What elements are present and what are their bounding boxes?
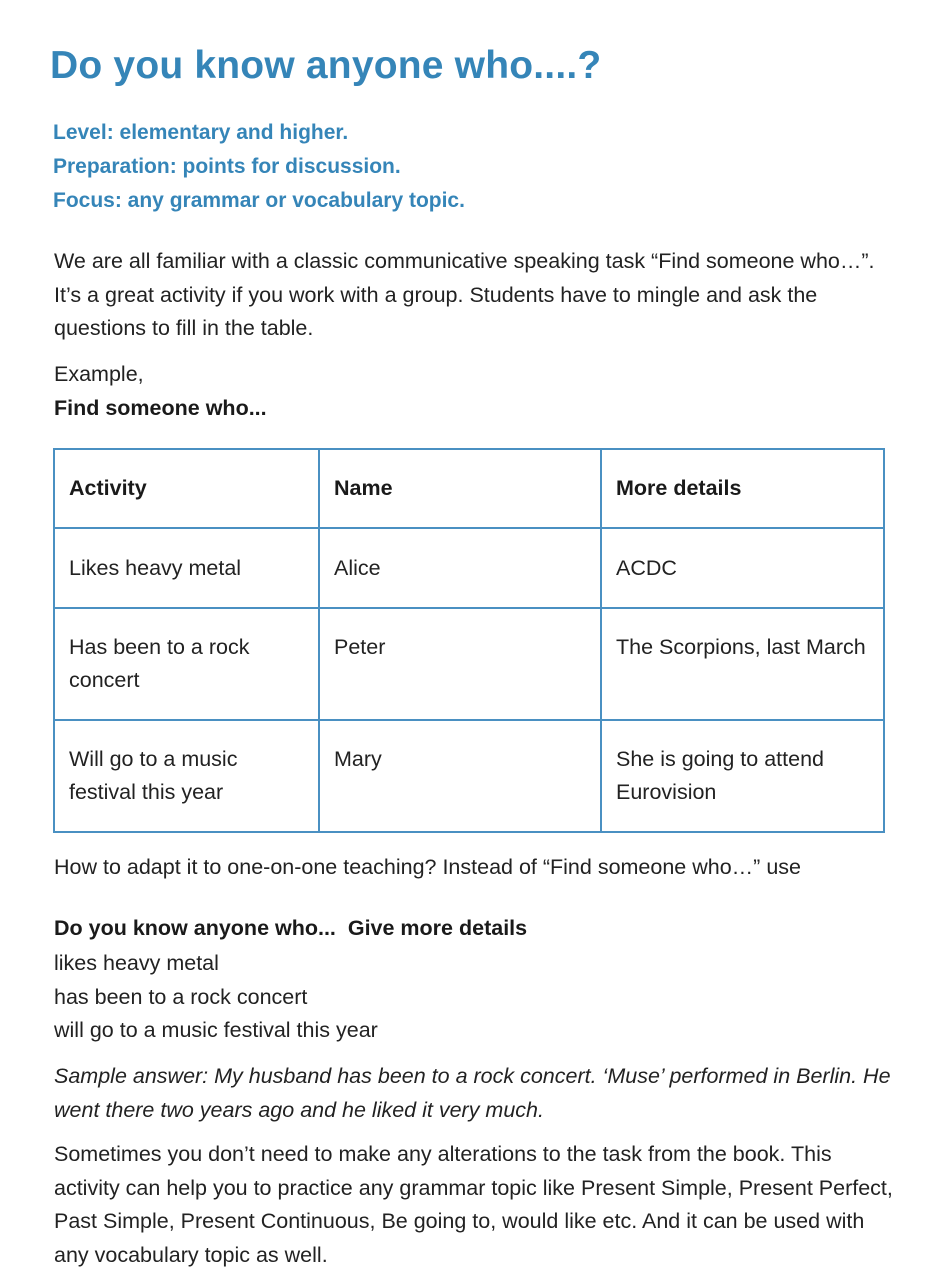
column-header-name: Name [319, 449, 601, 528]
intro-paragraph: We are all familiar with a classic communicative speaking task “Find someone who…”. It’s a great activity if you work with a group. Students have to mingle and ask the questions to fill in the table. [54, 249, 875, 341]
find-someone-heading: Find someone who... [54, 396, 267, 420]
column-header-more-details: More details [601, 449, 884, 528]
table-header-row [54, 449, 884, 528]
meta-preparation: Preparation: points for discussion. [53, 155, 401, 178]
column-header-activity: Activity [54, 449, 319, 528]
prompt-item: has been to a rock concert [54, 984, 308, 1009]
cell-activity: Will go to a music festival this year [54, 720, 319, 832]
activity-table-container [53, 448, 883, 833]
lesson-meta-list [53, 116, 465, 218]
prompt-list [54, 947, 378, 1048]
sample-answer: Sample answer: My husband has been to a rock concert. ‘Muse’ performed in Berlin. He went there two years ago and he liked it very much. [54, 1064, 891, 1122]
cell-details: She is going to attend Eurovision [601, 720, 884, 832]
cell-name: Peter [319, 608, 601, 720]
cell-activity: Has been to a rock concert [54, 608, 319, 720]
meta-level: Level: elementary and higher. [53, 121, 349, 144]
closing-paragraph: Sometimes you don’t need to make any alterations to the task from the book. This activity can help you to practice any grammar topic like Present Simple, Present Perfect, Past Simple, Present Continuous, Be going to, would like etc. And it can be used with any vocabulary topic as well. [54, 1142, 893, 1268]
cell-details: ACDC [601, 528, 884, 608]
activity-table [53, 448, 885, 833]
meta-focus: Focus: any grammar or vocabulary topic. [53, 189, 465, 212]
table-row [54, 720, 884, 832]
page-title: Do you know anyone who....? [50, 44, 602, 87]
do-you-know-heading: Do you know anyone who... Give more details [54, 916, 528, 940]
adapt-paragraph: How to adapt it to one-on-one teaching? Instead of “Find someone who…” use [54, 855, 801, 879]
prompt-item: likes heavy metal [54, 951, 219, 975]
table-row [54, 528, 884, 608]
table-row [54, 608, 884, 720]
prompt-item: will go to a music festival this year [54, 1018, 378, 1043]
cell-details: The Scorpions, last March [601, 608, 884, 720]
example-label: Example, [54, 362, 144, 386]
cell-name: Alice [319, 528, 601, 608]
cell-name: Mary [319, 720, 601, 832]
cell-activity: Likes heavy metal [54, 528, 319, 608]
